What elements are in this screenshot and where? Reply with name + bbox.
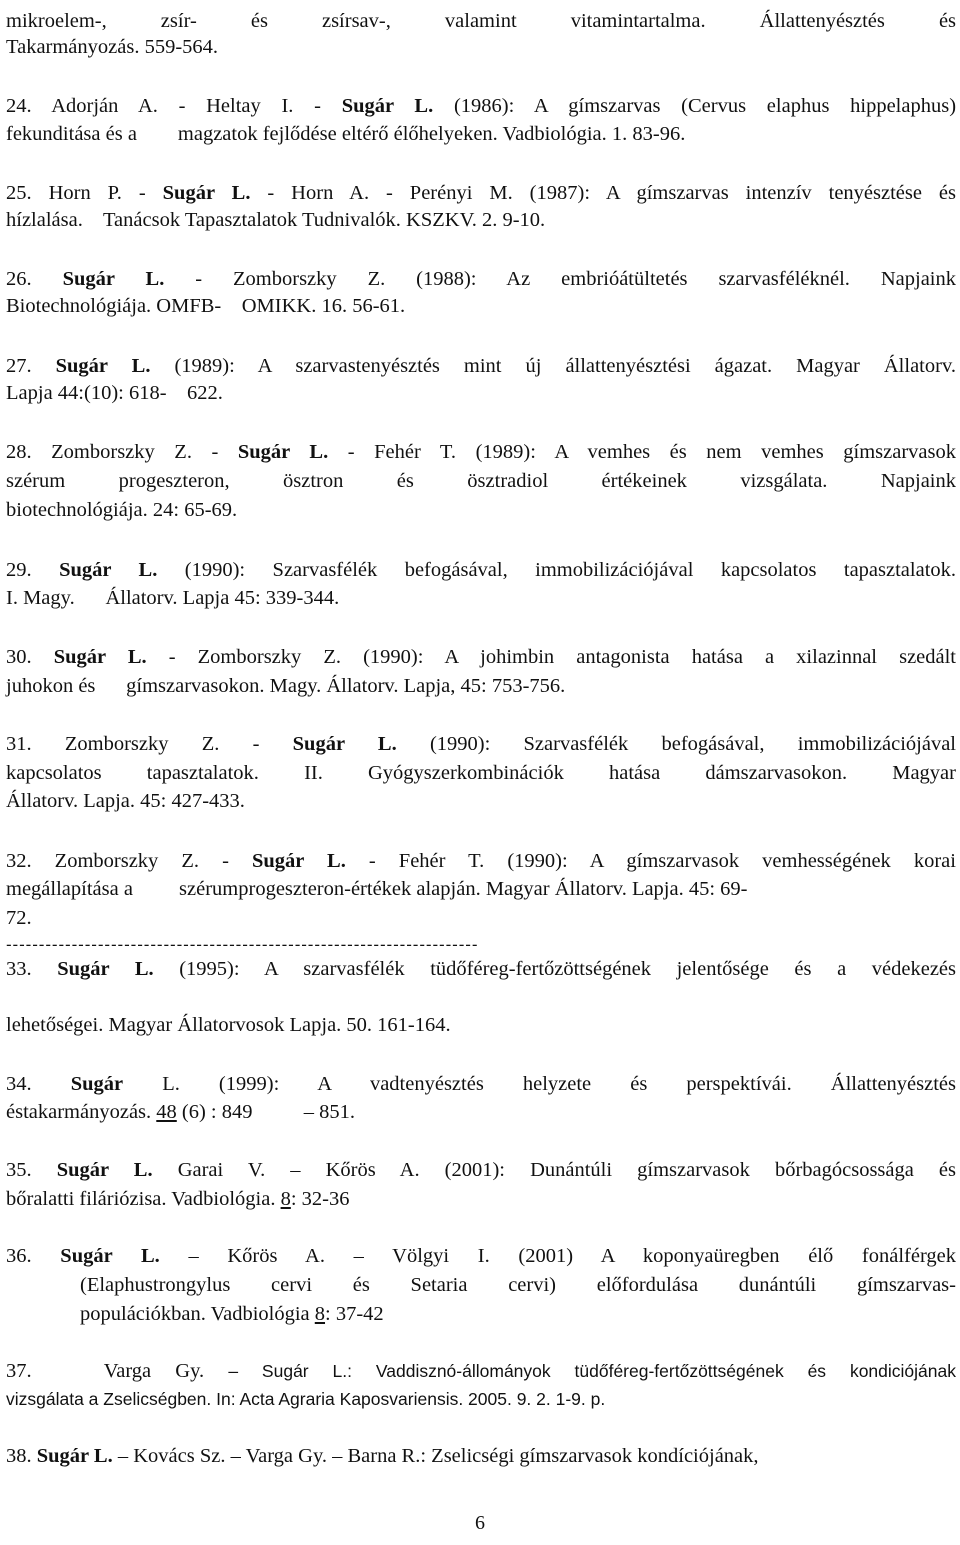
dashed-separator: ------------------------------------------------------------------------ — [6, 935, 479, 954]
reference-38-line-1: 38. Sugár L. – Kovács Sz. – Varga Gy. – Barna R.: Zselicségi gímszarvasok kondíciójának, — [6, 1445, 759, 1467]
author-highlight: Sugár L. — [237, 441, 329, 463]
reference-28-line-3: biotechnológiája. 24: 65-69. — [6, 499, 238, 521]
volume-number: 48 — [156, 1101, 177, 1123]
reference-24-line-2: fekunditása és a magzatok fejlődése eltérő élőhelyeken. Vadbiológia. 1. 83-96. — [6, 123, 686, 145]
reference-26-line-2: Biotechnológiája. OMFB- OMIKK. 16. 56-61. — [6, 295, 406, 317]
author-highlight: Sugár L. — [36, 1445, 113, 1467]
reference-28-line-2: szérum progeszteron, ösztron és ösztradiol értékeinek vizsgálata. Napjaink — [6, 470, 956, 492]
author-highlight: Sugár L. — [56, 1159, 153, 1181]
author-highlight: Sugár L. — [62, 268, 165, 290]
reference-37-line-2: vizsgálata a Zselicségben. In: Acta Agraria Kaposvariensis. 2005. 9. 2. 1-9. p. — [6, 1389, 606, 1409]
author-highlight: Sugár L. — [341, 95, 434, 117]
reference-36-line-3: populációkban. Vadbiológia 8: 37-42 — [80, 1303, 384, 1325]
reference-28-line-1: 28. Zomborszky Z. - Sugár L. - Fehér T. (1989): A vemhes és nem vemhes gímszarvasok — [6, 441, 956, 463]
reference-35-line-2: bőralatti filáriózisa. Vadbiológia. 8: 32-36 — [6, 1188, 350, 1210]
reference-33-line-1: 33. Sugár L. (1995): A szarvasfélék tüdőféreg-fertőzöttségének jelentősége és a védekezés — [6, 958, 956, 980]
author-highlight: Sugár L. — [292, 733, 397, 755]
author-highlight: Sugár L. — [162, 182, 251, 204]
reference-30-line-1: 30. Sugár L. - Zomborszky Z. (1990): A johimbin antagonista hatása a xilazinnal szedált — [6, 646, 957, 668]
reference-27-line-2: Lapja 44:(10): 618- 622. — [6, 382, 223, 404]
author-highlight: Sugár L. — [60, 1245, 160, 1267]
reference-30-line-2: juhokon és gímszarvasokon. Magy. Állatorv. Lapja, 45: 753-756. — [6, 675, 566, 697]
author-highlight: Sugár L. — [57, 958, 154, 980]
reference-34-line-2: éstakarmányozás. 48 (6) : 849 – 851. — [6, 1101, 356, 1123]
volume-number: 8 — [314, 1303, 326, 1325]
author-highlight: Sugár L. — [53, 646, 147, 668]
reference-26-line-1: 26. Sugár L. - Zomborszky Z. (1988): Az embrióátültetés szarvasféléknél. Napjaink — [6, 268, 956, 290]
reference-31-line-3: Állatorv. Lapja. 45: 427-433. — [6, 790, 245, 812]
reference-36-line-1: 36. Sugár L. – Kőrös A. – Völgyi I. (2001) A koponyaüregben élő fonálférgek — [6, 1245, 957, 1267]
reference-34-line-1: 34. Sugár L. (1999): A vadtenyésztés helyzete és perspektívái. Állattenyésztés — [6, 1073, 956, 1095]
reference-37-line-1: 37. Varga Gy. – Sugár L.: Vaddisznó-állományok tüdőféreg-fertőzöttségének és kondiciójának — [6, 1360, 956, 1382]
reference-36-line-2: (Elaphustrongylus cervi és Setaria cervi) előfordulása dunántúli gímszarvas- — [80, 1274, 956, 1296]
reference-24-line-1: 24. Adorján A. - Heltay I. - Sugár L. (1986): A gímszarvas (Cervus elaphus hippelaphus) — [6, 95, 957, 117]
reference-32-line-2: megállapítása a szérumprogeszteron-értékek alapján. Magyar Állatorv. Lapja. 45: 69- — [6, 878, 748, 900]
reference-25-line-1: 25. Horn P. - Sugár L. - Horn A. - Perényi M. (1987): A gímszarvas intenzív tenyésztése és — [6, 182, 957, 204]
author-highlight: Sugár L. — [59, 559, 158, 581]
reference-31-line-1: 31. Zomborszky Z. - Sugár L. (1990): Szarvasfélék befogásával, immobilizációjával — [6, 733, 956, 755]
author-highlight: Sugár L. — [251, 850, 346, 872]
reference-35-line-1: 35. Sugár L. Garai V. – Kőrös A. (2001): Dunántúli gímszarvasok bőrbagócsossága és — [6, 1159, 956, 1181]
volume-number: 8 — [280, 1188, 291, 1210]
reference-29-line-1: 29. Sugár L. (1990): Szarvasfélék befogásával, immobilizációjával kapcsolatos tapasztalatok. — [6, 559, 957, 581]
reference-32-line-3: 72. — [6, 907, 32, 929]
reference-31-line-2: kapcsolatos tapasztalatok. II. Gyógyszerkombinációk hatása dámszarvasokon. Magyar — [6, 762, 956, 784]
reference-23-line-1: mikroelem-, zsír- és zsírsav-, valamint vitamintartalma. Állattenyésztés és — [6, 10, 957, 32]
reference-32-line-1: 32. Zomborszky Z. - Sugár L. - Fehér T. (1990): A gímszarvasok vemhességének korai — [6, 850, 956, 872]
reference-33-line-2: lehetőségei. Magyar Állatorvosok Lapja. 50. 161-164. — [6, 1014, 451, 1036]
reference-29-line-2: I. Magy. Állatorv. Lapja 45: 339-344. — [6, 587, 340, 609]
page-number: 6 — [475, 1512, 485, 1534]
reference-27-line-1: 27. Sugár L. (1989): A szarvastenyésztés mint új állattenyésztési ágazat. Magyar Állatorv. — [6, 355, 956, 377]
reference-25-line-2: hízlalása. Tanácsok Tapasztalatok Tudnivalók. KSZKV. 2. 9-10. — [6, 209, 546, 231]
author-highlight: Sugár L. — [55, 355, 151, 377]
author-highlight: Sugár — [70, 1073, 124, 1095]
reference-23-line-2: Takarmányozás. 559-564. — [6, 36, 219, 58]
